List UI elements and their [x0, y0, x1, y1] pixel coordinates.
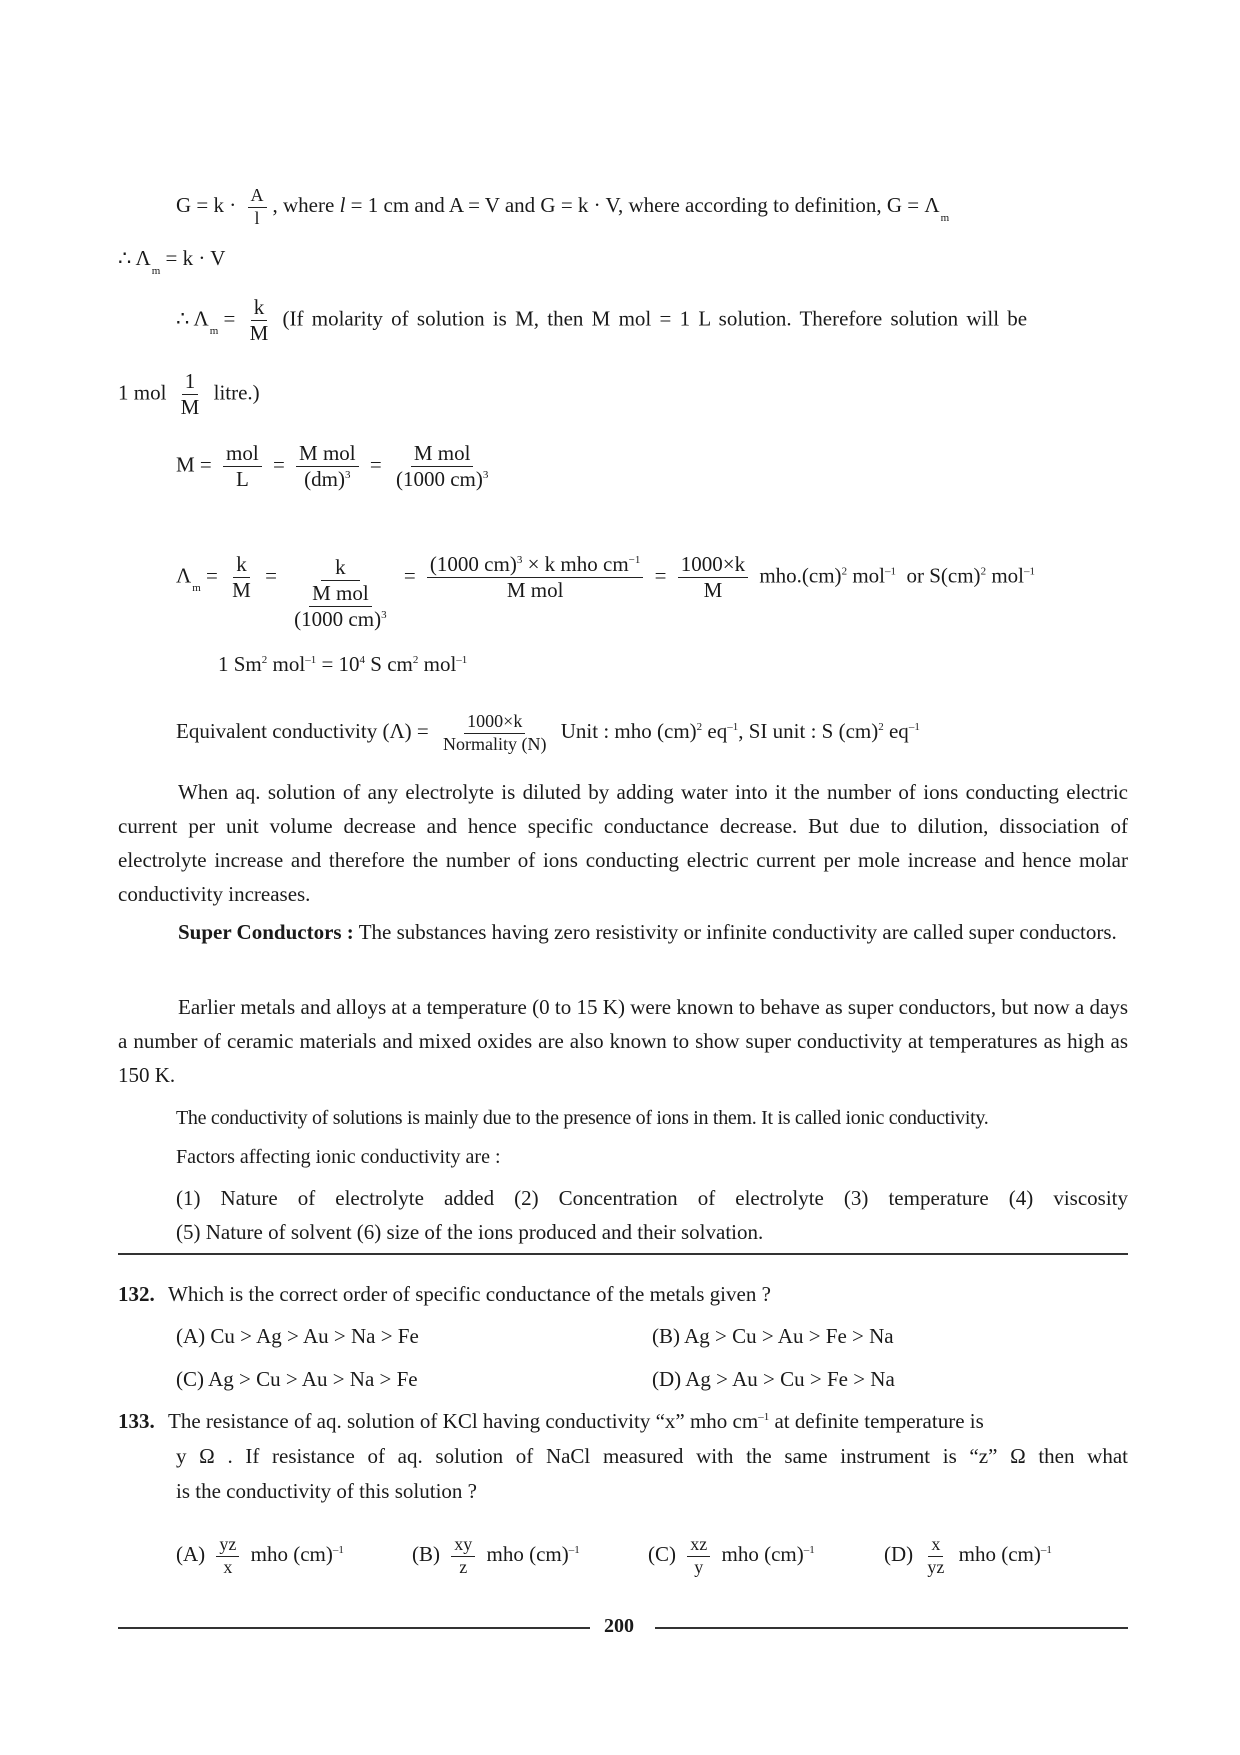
dilution-paragraph: When aq. solution of any electrolyte is diluted by adding water into it the number of ions conducting electric current per unit volume decrease and hence specific conductance decrease. But due to dilution, dissociation of electrolyte increase and therefore the number of ions conducting electric current per mole increase and hence molar conductivity increases.: [118, 780, 1128, 906]
equation-line-1: G = k · $\frac{A}{l}$ , where l = 1 cm and A = V and G = k · V, where according to definition, $G = \Lambda_m$: [176, 185, 950, 228]
molarity-equation: M = $\frac{\text{mol}}{L}$ = $\frac{\text{M mol}}{(dm)^3}$ = $\frac{\text{M mol}}{(1000 cm)^3}$: [176, 441, 489, 492]
equation-line-2: ∴ $\Lambda_m = k \cdot V$: [118, 246, 226, 277]
option-a[interactable]: (A) Cu > Ag > Au > Na > Fe: [176, 1324, 419, 1348]
section-divider: [118, 1253, 1128, 1255]
question-132: [118, 1282, 771, 1306]
option-b[interactable]: (B) Ag > Cu > Au > Fe > Na: [652, 1324, 894, 1348]
si-relation: 1 Sm$^2$ $mol^{-1} = 10^4$ S $cm^2$ mol$^{-1}$: [218, 652, 468, 676]
question-text: Which is the correct order of specific conductance of the metals given ?: [168, 1282, 771, 1306]
eq-text: , where: [272, 193, 335, 218]
question-text: The resistance of aq. solution of KCl having conductivity “x” mho cm: [168, 1409, 759, 1433]
footer-rule-right: [655, 1627, 1128, 1629]
question-number: 133.: [118, 1409, 155, 1433]
eq-variable: l: [339, 193, 346, 218]
eq-text: = 1 cm and A = V and G = k · V, where according to definition, G = Λ: [350, 193, 940, 218]
superconductors-heading: Super Conductors :: [178, 920, 354, 944]
option-c[interactable]: (C) Ag > Cu > Au > Na > Fe: [176, 1367, 418, 1391]
footer-rule-left: [118, 1627, 590, 1629]
factors-heading: Factors affecting ionic conductivity are :: [176, 1146, 501, 1168]
superconductors-paragraph: Super Conductors : The substances having zero resistivity or infinite conductivity are called super conductors.: [178, 920, 1117, 944]
question-133-line-3: is the conductivity of this solution ?: [176, 1479, 477, 1503]
factors-line-2: (5) Nature of solvent (6) size of the ions produced and their solvation.: [176, 1220, 764, 1244]
question-133: 133. The resistance of aq. solution of KCl having conductivity “x” mho $cm^{-1}$ at definite temperature is: [118, 1409, 984, 1433]
page-number: 200: [604, 1615, 634, 1637]
option-c[interactable]: (C) $\frac{xz}{y}$ mho (cm)$^{-1}$: [648, 1534, 815, 1577]
ionic-paragraph: The conductivity of solutions is mainly due to the presence of ions in them. It is called ionic conductivity.: [176, 1107, 989, 1129]
equation-line-4: 1 mol $\frac{1}{M}$ litre.): [118, 369, 260, 420]
question-number: 132.: [118, 1282, 155, 1306]
compound-fraction: $\frac{k}{\frac{\text{M mol}}{(1000 cm)^3}}$: [294, 555, 387, 632]
equivalent-conductivity: Equivalent conductivity (Λ) = $\frac{1000\times k}{\text{Normality (N)}}$ Unit : mho (cm)$^2$ $eq^{-1}$, SI unit : S (cm)$^2$ $eq^{-1}$: [176, 711, 920, 754]
molar-conductivity-equation: $\Lambda_m$ = $\frac{k}{M}$ = $\frac{k}{\frac{\text{M mol}}{(1000 cm)^3}}$ = $\frac{(1000 cm)^3 \times k mho cm^{-1}}{\text{M mol}}$ = $\frac{1000\times k}{M}$ mho.(cm)$^2$ mol$^{-1}$ or S(cm)$^2$ mol$^{-1}$: [176, 552, 1035, 632]
equation-line-3: ∴ $\Lambda_m$ = $\frac{k}{M}$ (If molarity of solution is M, then M mol = 1 L solution. Therefore solution will be: [176, 295, 1028, 346]
fraction-a-over-l: $\frac{A}{l}$: [248, 186, 267, 229]
factors-line-1: (1) Nature of electrolyte added (2) Concentration of electrolyte (3) temperature (4) viscosity: [176, 1186, 1128, 1210]
question-133-line-2: y Ω . If resistance of aq. solution of NaCl measured with the same instrument is “z” Ω then what: [176, 1444, 1128, 1468]
option-d[interactable]: (D) Ag > Au > Cu > Fe > Na: [652, 1367, 895, 1391]
option-b[interactable]: (B) $\frac{xy}{z}$ mho (cm)$^{-1}$: [412, 1534, 580, 1577]
eq-text: G = k ·: [176, 193, 237, 218]
option-a[interactable]: (A) $\frac{yz}{x}$ mho (cm)$^{-1}$: [176, 1534, 344, 1577]
earlier-paragraph: Earlier metals and alloys at a temperature (0 to 15 K) were known to behave as super conductors, but now a days a number of ceramic materials and mixed oxides are also known to show super conductivity at temperatures as high as 150 K.: [118, 995, 1128, 1087]
fraction-k-over-m: $\frac{k}{M}$: [249, 295, 269, 346]
option-d[interactable]: (D) $\frac{x}{yz}$ mho (cm)$^{-1}$: [884, 1534, 1052, 1577]
fraction-1-over-m: $\frac{1}{M}$: [180, 369, 200, 420]
